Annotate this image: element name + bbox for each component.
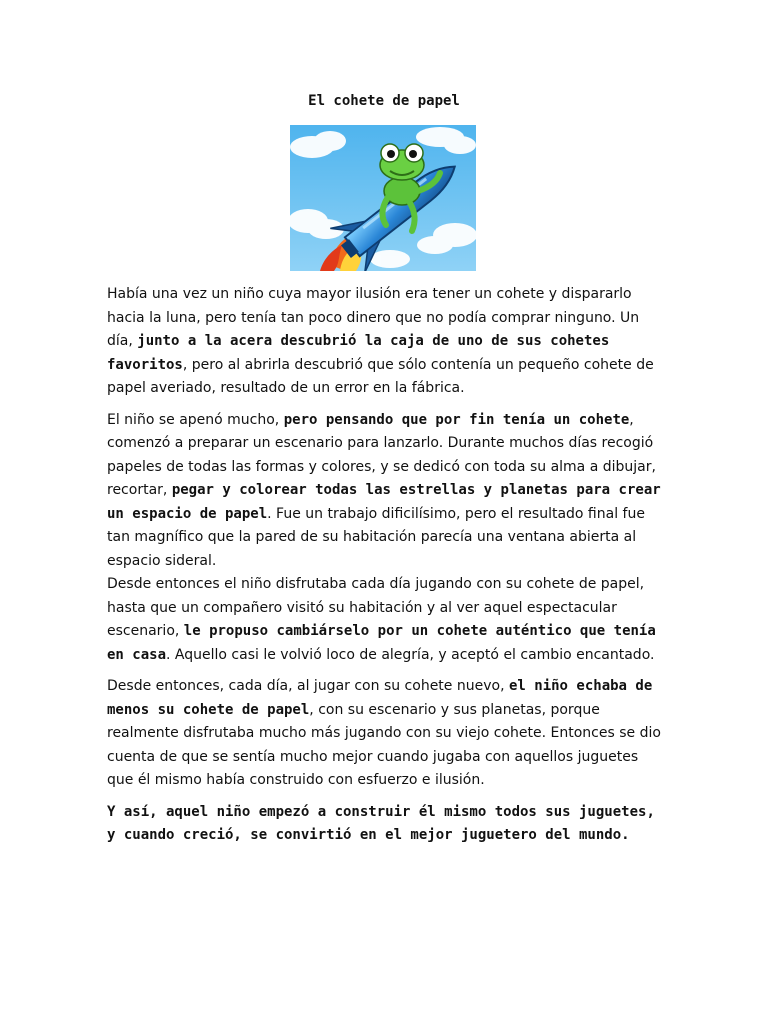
paragraph-text: , pero al abrirla descubrió que sólo contenía un pequeño cohete de papel averiado, resultado de un error en la fábrica.	[107, 356, 654, 396]
frog-riding-rocket-icon	[290, 125, 476, 271]
paragraph-highlight: el niño echaba de menos su cohete de papel	[107, 678, 653, 718]
story-paragraph-3	[107, 573, 663, 667]
paragraph-highlight: pero pensando que por fin tenía un cohete	[283, 411, 630, 428]
paragraph-text: Desde entonces, cada día, al jugar con su cohete nuevo,	[107, 678, 509, 694]
paragraph-highlight: Y así, aquel niño empezó a construir él mismo todos sus juguetes, y cuando creció, se convirtió en el mejor juguetero del mundo.	[107, 803, 655, 843]
paragraph-text: , con su escenario y sus planetas, porque realmente disfrutaba mucho más jugando con su viejo cohete. Entonces se dio cuenta de que se sentía mucho mejor cuando jugaba con aquellos juguetes que él mismo había construido con esfuerzo e ilusión.	[107, 701, 661, 788]
paragraph-text: , comenzó a preparar un escenario para lanzarlo. Durante muchos días recogió papeles de todas las formas y colores, y se dedicó con toda su alma a dibujar, recortar,	[107, 411, 656, 498]
paragraph-text: El niño se apenó mucho,	[107, 411, 284, 428]
story-body	[107, 283, 663, 856]
paragraph-highlight: le propuso cambiárselo por un cohete auténtico que tenía en casa	[107, 623, 656, 663]
paragraph-text: . Aquello casi le volvió loco de alegría, y aceptó el cambio encantado.	[166, 646, 655, 663]
story-paragraph-5	[107, 801, 663, 848]
paragraph-highlight: pegar y colorear todas las estrellas y planetas para crear un espacio de papel	[107, 482, 661, 522]
paragraph-text: Desde entonces el niño disfrutaba cada día jugando con su cohete de papel, hasta que un compañero visitó su habitación y al ver aquel espectacular escenario,	[107, 576, 645, 639]
page-title: El cohete de papel	[308, 93, 460, 109]
paragraph-text: Había una vez un niño cuya mayor ilusión era tener un cohete y dispararlo hacia la luna, pero tenía tan poco dinero que no podía comprar ninguno. Un día,	[107, 286, 640, 349]
story-paragraph-1	[107, 283, 663, 401]
paragraph-highlight: junto a la acera descubrió la caja de uno de sus cohetes favoritos	[107, 333, 610, 373]
story-paragraph-4	[107, 675, 663, 793]
paragraph-text: . Fue un trabajo dificilísimo, pero el resultado final fue tan magnífico que la pared de su habitación parecía una ventana abierta al espacio sideral.	[107, 505, 645, 569]
story-paragraph-2	[107, 409, 663, 574]
